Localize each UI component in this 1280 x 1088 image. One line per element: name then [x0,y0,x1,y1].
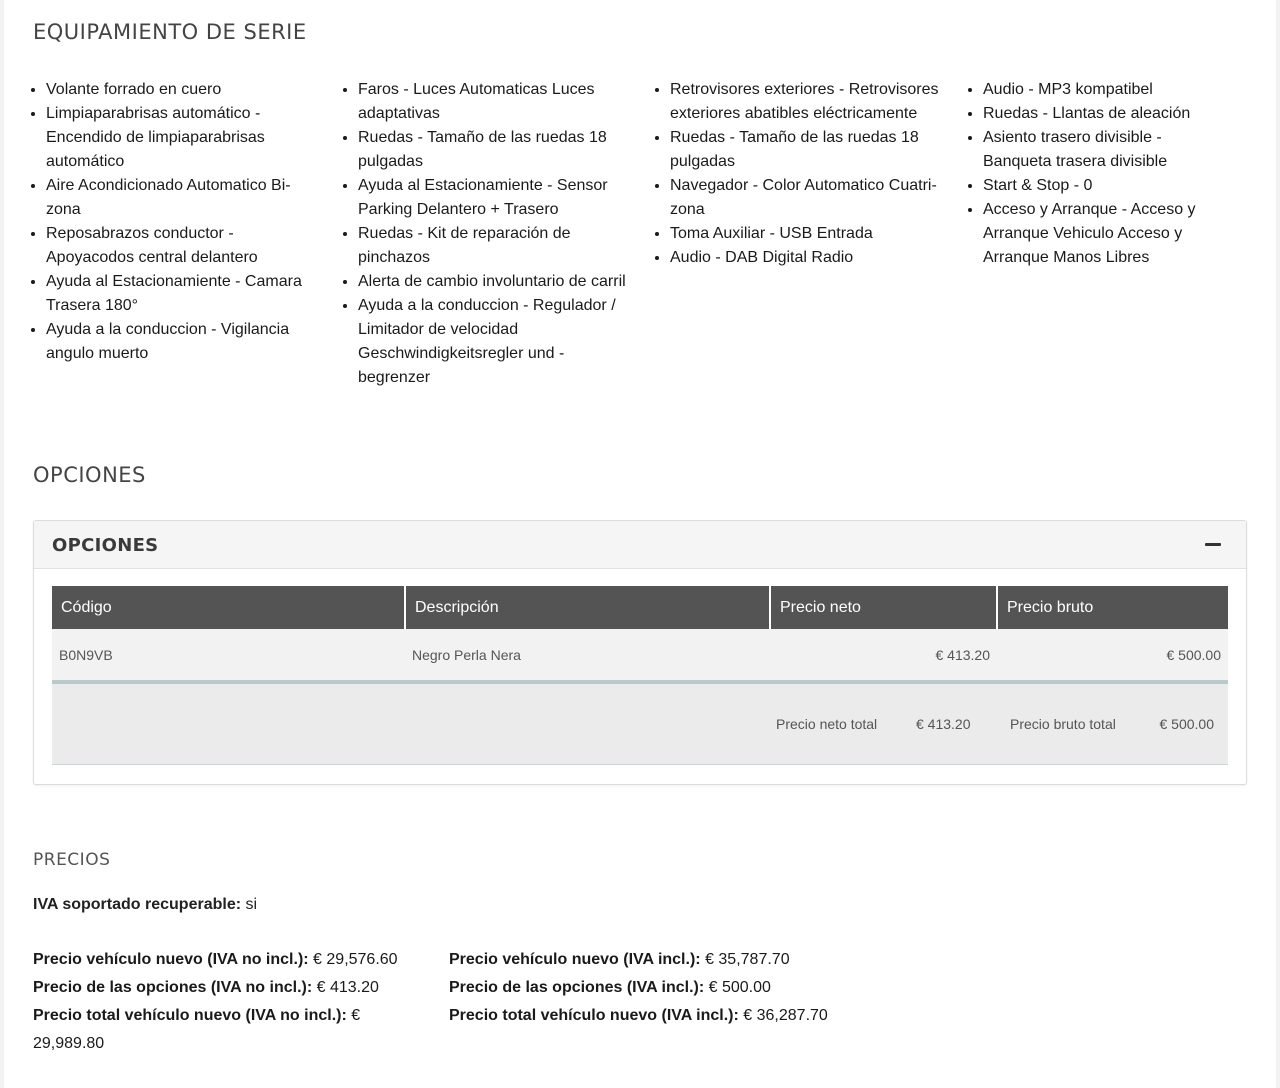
price-value: € 413.20 [316,979,379,996]
list-item: • Toma Auxiliar - USB Entrada [670,222,941,246]
price-line [449,946,849,974]
list-item: • Audio - MP3 kompatibel [983,78,1229,102]
price-value: € 35,787.70 [705,951,790,968]
equipamiento-column-1 [32,78,317,366]
column-header-precio-bruto[interactable]: Precio bruto [997,586,1228,629]
table-header-row [52,586,1228,629]
price-label: Precio de las opciones (IVA no incl.): [33,979,313,996]
precio-neto-total-label: Precio neto total [776,716,878,732]
list-item: • Ruedas - Kit de reparación de pinchazos [358,222,629,270]
price-line [33,1002,423,1058]
iva-label: IVA soportado recuperable: [33,896,242,913]
list-item: • Ruedas - Tamaño de las ruedas 18 pulgadas [358,126,629,174]
iva-value: si [245,896,258,913]
list-item: • Volante forrado en cuero [46,78,317,102]
opciones-panel [33,520,1247,785]
opciones-table [52,586,1228,765]
table-row [52,629,1228,682]
price-value: € 500.00 [708,979,771,996]
equipamiento-title: EQUIPAMIENTO DE SERIE [33,20,307,44]
price-value: € 36,287.70 [743,1007,828,1024]
minus-icon[interactable] [1202,534,1224,556]
list-item: • Aire Acondicionado Automatico Bi-zona [46,174,317,222]
price-label: Precio total vehículo nuevo (IVA incl.): [449,1007,739,1024]
opciones-panel-title: OPCIONES [52,535,159,556]
cell-precio-neto: € 413.20 [770,629,997,682]
price-line [33,974,423,1002]
precios-title: PRECIOS [33,850,111,870]
prices-right-column [449,946,849,1030]
totals-row [52,682,1228,765]
opciones-title: OPCIONES [33,463,146,487]
list-item: • Start & Stop - 0 [983,174,1229,198]
cell-codigo: B0N9VB [52,629,405,682]
equipamiento-list [0,78,1280,428]
list-item: • Acceso y Arranque - Acceso y Arranque Vehiculo Acceso y Arranque Manos Libres [983,198,1229,270]
price-line [449,974,849,1002]
price-label: Precio total vehículo nuevo (IVA no incl.): [33,1007,347,1024]
column-header-descripcion[interactable]: Descripción [405,586,770,629]
opciones-panel-header[interactable] [34,521,1246,569]
list-item: • Ruedas - Tamaño de las ruedas 18 pulgadas [670,126,941,174]
precio-neto-total-value: € 413.20 [916,716,971,732]
column-header-codigo[interactable]: Código [52,586,405,629]
precio-bruto-total-value: € 500.00 [1159,716,1214,732]
price-value: € 29,989.80 [33,1007,361,1052]
list-item: • Ayuda a la conduccion - Vigilancia angulo muerto [46,318,317,366]
cell-precio-bruto: € 500.00 [997,629,1228,682]
precio-bruto-total-label: Precio bruto total [1010,716,1116,732]
price-label: Precio vehículo nuevo (IVA no incl.): [33,951,309,968]
equipamiento-column-4 [969,78,1229,270]
price-label: Precio vehículo nuevo (IVA incl.): [449,951,701,968]
list-item: • Ayuda al Estacionamiente - Camara Trasera 180° [46,270,317,318]
price-line [33,946,423,974]
list-item: • Alerta de cambio involuntario de carril [358,270,629,294]
price-value: € 29,576.60 [313,951,398,968]
list-item: • Audio - DAB Digital Radio [670,246,941,270]
list-item: • Asiento trasero divisible - Banqueta trasera divisible [983,126,1229,174]
list-item: • Retrovisores exteriores - Retrovisores exteriores abatibles eléctricamente [670,78,941,126]
list-item: • Reposabrazos conductor - Apoyacodos central delantero [46,222,317,270]
price-line [449,1002,849,1030]
price-label: Precio de las opciones (IVA incl.): [449,979,705,996]
prices-left-column [33,946,423,1058]
list-item: • Ruedas - Llantas de aleación [983,102,1229,126]
list-item: • Limpiaparabrisas automático - Encendido de limpiaparabrisas automático [46,102,317,174]
list-item: • Navegador - Color Automatico Cuatri-zona [670,174,941,222]
equipamiento-column-3 [656,78,941,270]
iva-recuperable [33,896,257,914]
cell-descripcion: Negro Perla Nera [405,629,770,682]
list-item: • Faros - Luces Automaticas Luces adaptativas [358,78,629,126]
list-item: • Ayuda a la conduccion - Regulador / Limitador de velocidad Geschwindigkeitsregler und -begrenzer [358,294,629,390]
column-header-precio-neto[interactable]: Precio neto [770,586,997,629]
list-item: • Ayuda al Estacionamiente - Sensor Parking Delantero + Trasero [358,174,629,222]
equipamiento-column-2 [344,78,629,390]
